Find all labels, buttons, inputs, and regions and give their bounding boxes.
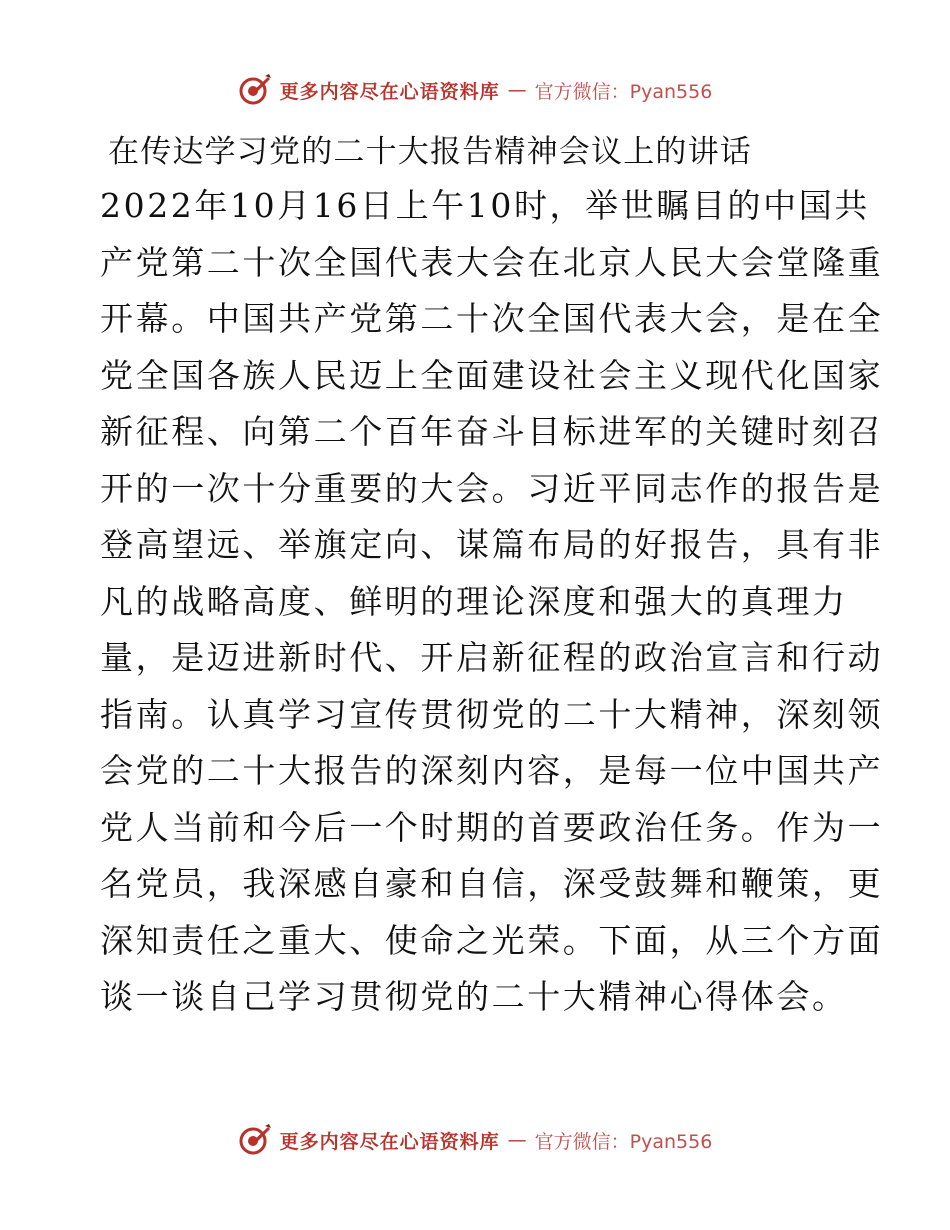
body-line: 开的一次十分重要的大会。习近平同志作的报告是 — [100, 468, 884, 508]
watermark-wechat-text: 官方微信：Pyan556 — [534, 80, 713, 103]
header-watermark-banner — [0, 70, 950, 110]
body-line: 会党的二十大报告的深刻内容，是每一位中国共产 — [100, 751, 884, 790]
watermark-wechat-text: 官方微信：Pyan556 — [534, 1130, 713, 1153]
footer-watermark-banner — [0, 1120, 950, 1160]
body-line: 2022年10月16日上午10时，举世瞩目的中国共 — [100, 186, 870, 225]
body-line: 名党员，我深感自豪和自信，深受鼓舞和鞭策，更 — [100, 864, 884, 903]
watermark-dash: — — [507, 79, 527, 101]
body-line: 量，是迈进新时代、开启新征程的政治宣言和行动 — [100, 638, 884, 677]
body-line: 指南。认真学习宣传贯彻党的二十大精神，深刻领 — [100, 694, 884, 734]
body-line: 凡的战略高度、鲜明的理论深度和强大的真理力 — [100, 581, 848, 621]
watermark-dash: — — [507, 1129, 527, 1151]
body-line: 新征程、向第二个百年奋斗目标进军的关键时刻召 — [100, 412, 884, 451]
body-line: 产党第二十次全国代表大会在北京人民大会堂隆重 — [100, 242, 884, 282]
body-line: 登高望远、举旗定向、谋篇布局的好报告，具有非 — [100, 525, 884, 564]
watermark-brand-text: 更多内容尽在心语资料库 — [279, 1130, 500, 1153]
body-line: 深知责任之重大、使命之光荣。下面，从三个方面 — [100, 920, 884, 960]
watermark-brand-text: 更多内容尽在心语资料库 — [279, 80, 500, 103]
body-line: 党全国各族人民迈上全面建设社会主义现代化国家 — [100, 355, 884, 395]
body-line: 党人当前和今后一个时期的首要政治任务。作为一 — [100, 807, 884, 847]
pen-logo-icon — [238, 1123, 272, 1157]
document-body — [100, 178, 884, 1026]
document-title: 在传达学习党的二十大报告精神会议上的讲话 — [108, 134, 752, 170]
body-line: 开幕。中国共产党第二十次全国代表大会，是在全 — [100, 299, 884, 338]
body-line: 谈一谈自己学习贯彻党的二十大精神心得体会。 — [100, 977, 848, 1016]
pen-logo-icon — [238, 73, 272, 107]
